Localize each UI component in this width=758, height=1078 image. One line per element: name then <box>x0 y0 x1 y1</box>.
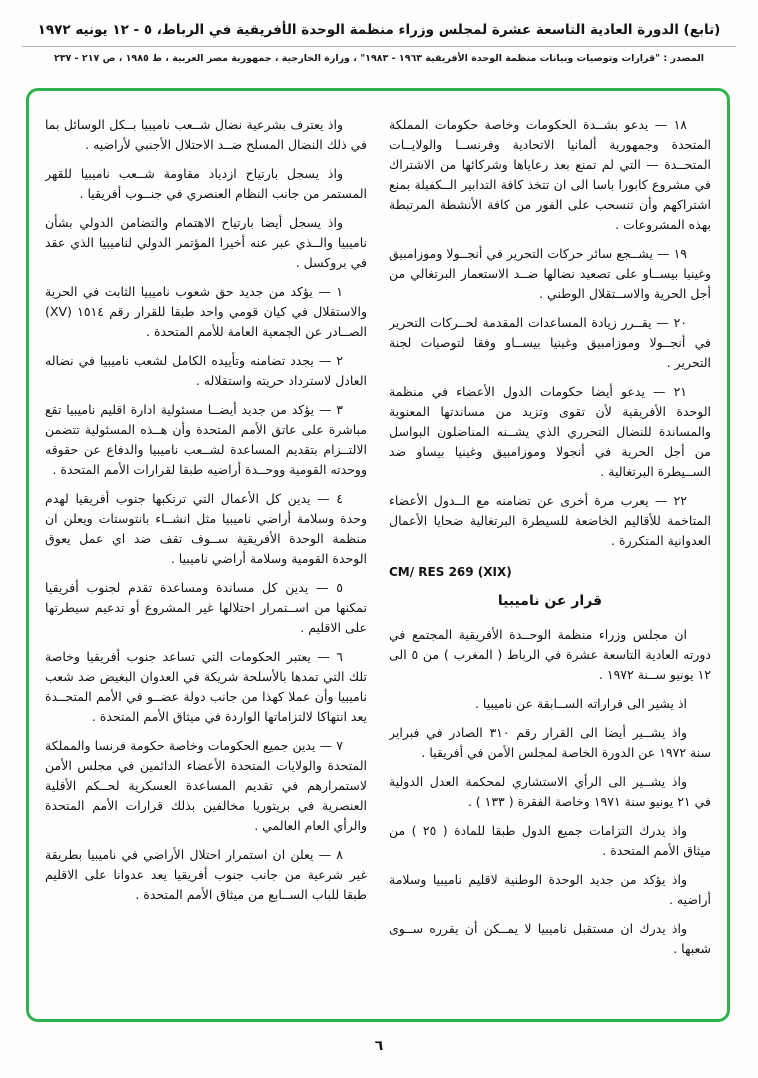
page-number: ٦ <box>374 1038 384 1054</box>
paragraph: واذ يؤكد من جديد الوحدة الوطنية لاقليم ناميبيا وسلامة أراضيه . <box>389 871 711 907</box>
resolution-reference: CM/ RES 269 (XIX) <box>389 565 512 579</box>
paragraph: ٢٢ — يعرب مرة أخرى عن تضامنه مع الــدول الأعضاء المتاخمة للأقاليم الخاضعة للسيطرة البرتغالية ضحايا الأعمال العدوانية المتكررة . <box>389 493 711 548</box>
paragraph: واذ يسجل أيضا بارتياح الاهتمام والتضامن الدولي بشأن ناميبيا والــذي عبر عنه أخيرا المؤتمر الدولي لناميبيا الذي عقد في بروكسل . <box>45 215 367 270</box>
content-frame <box>26 88 730 1022</box>
paragraph: ٧ — يدين جميع الحكومات وخاصة حكومة فرنسا والمملكة المتحدة والولايات المتحدة الأعضاء الدائمين في مجلس الأمن لاستمرارهم في تقديم المساعدة العسكرية لحــكم الأقلية العنصرية في بريتوريا مخالفين بذلك قرارات الأمم المتحدة والرأي العام العالمي . <box>45 738 367 833</box>
paragraph: ٤ — يدين كل الأعمال التي ترتكبها جنوب أفريقيا لهدم وحدة وسلامة أراضي ناميبيا مثل انشــاء بانتوستات ويعلن ان منظمة الوحدة الأفريقية ســوف تقف ضد اي عمل يعوق الوحدة القومية وسلامة أراضي ناميبيا . <box>45 491 367 566</box>
paragraph: ٣ — يؤكد من جديد أيضــا مسئولية ادارة اقليم ناميبيا تقع مباشرة على عاتق الأمم المتحدة وأن هــذه المسئولية تتضمن الالتــزام بتقديم المساعدة لشــعب ناميبيا والدفاع عن حقوقه ووحدته القومية ووحــدة أراضيه طبقا لقرارات الأمم المتحدة . <box>45 402 367 477</box>
document-title: (تابع) الدورة العادية التاسعة عشرة لمجلس وزراء منظمة الوحدة الأفريقية في الرباط، ٥ - ١٢ يونيه ١٩٧٢ <box>22 22 736 47</box>
paragraph: واذ يشــير الى الرأي الاستشاري لمحكمة العدل الدولية في ٢١ يونيو سنة ١٩٧١ وخاصة الفقرة ( ١٣٣ ) . <box>389 773 711 809</box>
paragraph: ٥ — يدين كل مساندة ومساعدة تقدم لجنوب أفريقيا تمكنها من اســتمرار احتلالها غير المشروع أو تدعيم سيطرتها على الاقليم . <box>45 580 367 635</box>
document-source: المصدر : "قرارات وتوصيات وبيانات منظمة الوحدة الأفريقية ١٩٦٣ - ١٩٨٣" ، وزارة الخارجية ، جمهورية مصر العربية ، ط ١٩٨٥ ، ص ٢١٧ - ٢٣٧ <box>53 53 705 64</box>
paragraph: ٢١ — يدعو أيضا حكومات الدول الأعضاء في منظمة الوحدة الأفريقية لأن تقوى وتزيد من مساندتها المعنوية والمساندة للنضال التحرري الذي يشــنه المناضلون البواسل من أجل الحرية في أنجولا وموزامبيق وغينيا بيساو ضد الســيطرة البرتغالية . <box>389 384 711 479</box>
paragraph: ٢٠ — يقــرر زيادة المساعدات المقدمة لحــركات التحرير في أنجــولا وموزامبيق وغينيا بيســاو وفقا لتوصيات لجنة التحرير . <box>389 315 711 370</box>
page-header <box>22 22 736 64</box>
paragraph: ٦ — يعتبر الحكومات التي تساعد جنوب أفريقيا وخاصة تلك التي تمدها بالأسلحة شريكة في العدوان البغيض ضد شعب ناميبيا وأن عملا كهذا من جانب دولة عضــو في الأمم المتحــدة يعد انتهاكا لالتزاماتها الواردة في ميثاق الأمم المتحدة . <box>45 649 367 724</box>
resolution-heading: قرار عن ناميبيا <box>497 593 603 610</box>
text-columns <box>45 115 711 1005</box>
paragraph: ١ — يؤكد من جديد حق شعوب ناميبيا الثابت في الحرية والاستقلال في كيان قومي واحد طبقا للقرار رقم ١٥١٤ (XV) الصــادر عن الجمعية العامة للأمم المتحدة . <box>45 284 367 339</box>
paragraph: واذ يشــير أيضا الى القرار رقم ٣١٠ الصادر في فبراير سنة ١٩٧٢ عن الدورة الخاصة لمجلس الأمن في أفريقيا . <box>389 724 711 760</box>
paragraph: اذ يشير الى قراراته الســابقة عن ناميبيا . <box>474 695 687 711</box>
paragraph: ان مجلس وزراء منظمة الوحــدة الأفريقية المجتمع في دورته العادية التاسعة عشرة في الرباط ( المغرب ) من ٥ الى ١٢ يونيو ســنة ١٩٧٢ . <box>389 626 711 682</box>
paragraph: واذ يدرك التزامات جميع الدول طبقا للمادة ( ٢٥ ) من ميثاق الأمم المتحدة . <box>389 822 711 858</box>
paragraph: ١٨ — يدعو بشــدة الحكومات وخاصة حكومات المملكة المتحدة وجمهورية ألمانيا الاتحادية وفرنســا والولايــات المتحــدة — التي لم تمنع بعد رعاياها وشركائها من الاشتراك في مشروع كابورا باسا الى ان تتخذ كافة التدابير الــكفيلة بمنع اشتراكهم وأن تنسحب على الفور من كافة الأنشطة المرتبطة بهذه المشروعات . <box>389 117 711 232</box>
paragraph: واذ يسجل بارتياح ازدياد مقاومة شــعب ناميبيا للقهر المستمر من جانب النظام العنصري في جنــوب أفريقيا . <box>45 166 367 201</box>
paragraph: ٨ — يعلن ان استمرار احتلال الأراضي في ناميبيا بطريقة غير شرعية من جانب جنوب أفريقيا يعد عدوانا على الاقليم طبقا للباب الســابع من ميثاق الأمم المتحدة . <box>45 847 367 902</box>
paragraph: واذ يعترف بشرعية نضال شــعب ناميبيا بــكل الوسائل بما في ذلك النضال المسلح ضــد الاحتلال الأجنبي لأراضيه . <box>45 117 367 152</box>
column-left <box>45 115 367 1005</box>
column-right <box>389 115 711 1005</box>
paragraph: واذ يدرك ان مستقبل ناميبيا لا يمــكن أن يقرره ســوى شعبها . <box>389 920 711 956</box>
paragraph: ١٩ — يشــجع سائر حركات التحرير في أنجــولا وموزامبيق وغينيا بيســاو على تصعيد نضالها ضــد الاستعمار البرتغالي من أجل الحرية والاســتقلال الوطني . <box>389 246 711 301</box>
paragraph: ٢ — يجدد تضامنه وتأييده الكامل لشعب ناميبيا في نضاله العادل لاسترداد حريته واستقلاله . <box>45 353 367 388</box>
